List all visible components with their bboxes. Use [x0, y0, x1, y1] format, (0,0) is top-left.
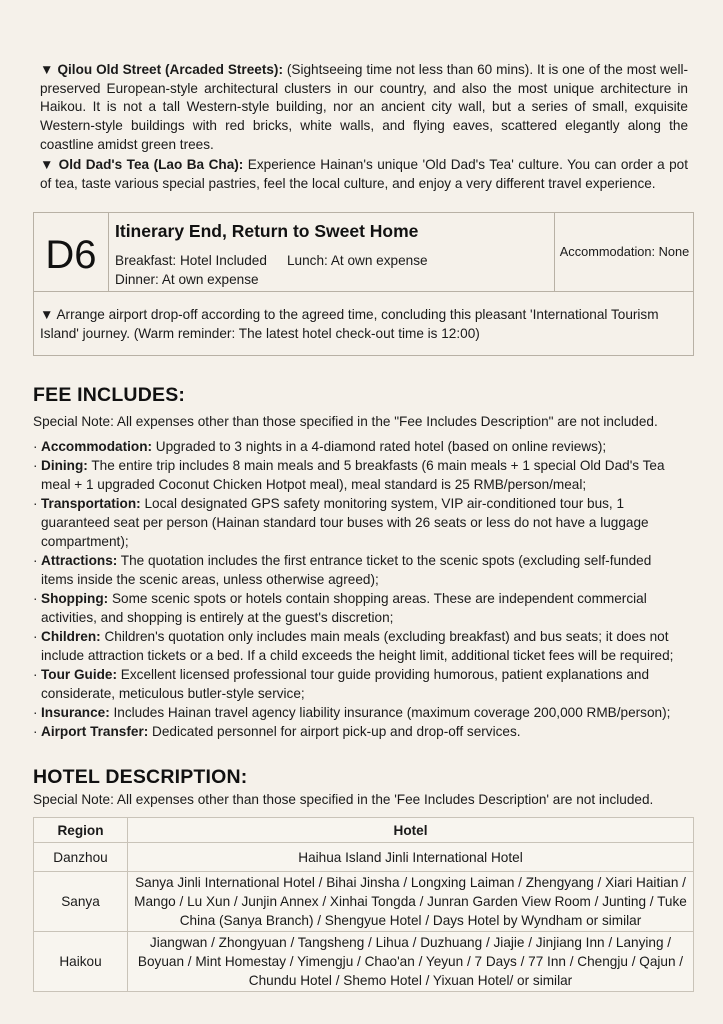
- fee-item-label: Attractions:: [41, 553, 118, 568]
- list-item: · Tour Guide: Excellent licensed professional tour guide providing humorous, patient explanations and considerate, meticulous butler-style service;: [33, 667, 650, 701]
- tea-paragraph: [40, 156, 688, 193]
- fee-item-text: Excellent licensed professional tour guide providing humorous, patient explanations and considerate, meticulous butler-style service;: [41, 667, 650, 701]
- list-item: · Transportation: Local designated GPS safety monitoring system, VIP air-conditioned tour bus, 1 guaranteed seat per person (Hainan standard tour buses with 26 seats or less do not have a luggage compartment);: [33, 496, 649, 549]
- list-item: · Dining: The entire trip includes 8 main meals and 5 breakfasts (6 main meals + 1 special Old Dad's Tea meal + 1 upgraded Coconut Chicken Hotpot meal), meal standard is 25 RMB/person/meal;: [33, 458, 665, 492]
- fee-item-label: Insurance:: [41, 705, 110, 720]
- fee-item-label: Shopping:: [41, 591, 109, 606]
- day-6-box: [33, 212, 694, 356]
- qilou-heading: ▼ Qilou Old Street (Arcaded Streets):: [40, 62, 283, 77]
- fee-item-text: Includes Hainan travel agency liability insurance (maximum coverage 200,000 RMB/person);: [109, 705, 671, 720]
- lunch-info: Lunch: At own expense: [287, 253, 428, 268]
- fee-item-text: Local designated GPS safety monitoring system, VIP air-conditioned tour bus, 1 guaranteed seat per person (Hainan standard tour buses with 26 seats or less do not have a luggage compartment);: [41, 496, 649, 549]
- region-cell: Haikou: [34, 932, 128, 992]
- fee-item-text: Dedicated personnel for airport pick-up and drop-off services.: [148, 724, 521, 739]
- fee-item-label: Dining:: [41, 458, 88, 473]
- region-cell: Danzhou: [34, 843, 128, 872]
- fee-item-label: Children:: [41, 629, 101, 644]
- tea-heading: ▼ Old Dad's Tea (Lao Ba Cha):: [40, 157, 244, 172]
- fee-item-label: Tour Guide:: [41, 667, 118, 682]
- fee-item-text: The entire trip includes 8 main meals and 5 breakfasts (6 main meals + 1 special Old Dad's Tea meal + 1 upgraded Coconut Chicken Hotpot meal), meal standard is 25 RMB/person/meal;: [41, 458, 665, 492]
- fee-item-label: Airport Transfer:: [41, 724, 149, 739]
- table-header-row: [34, 818, 694, 843]
- hotel-section-title: HOTEL DESCRIPTION:: [33, 766, 248, 788]
- day-title: Itinerary End, Return to Sweet Home: [115, 221, 419, 241]
- fee-list: [33, 437, 683, 741]
- table-row: [34, 932, 694, 992]
- accommodation-info: Accommodation: None: [554, 213, 694, 291]
- list-item: · Insurance: Includes Hainan travel agency liability insurance (maximum coverage 200,000 RMB/person);: [33, 705, 671, 720]
- meals-info: [115, 251, 428, 289]
- list-item: · Attractions: The quotation includes the first entrance ticket to the scenic spots (excluding self-funded items inside the scenic areas, unless otherwise agreed);: [33, 553, 652, 587]
- divider: [34, 291, 693, 292]
- fee-item-text: Upgraded to 3 nights in a 4-diamond rated hotel (based on online reviews);: [152, 439, 607, 454]
- fee-item-text: Children's quotation only includes main meals (excluding breakfast) and bus seats; it does not include attraction tickets or a bed. If a child exceeds the height limit, additional ticket fees will be required;: [41, 629, 674, 663]
- hotel-header: Hotel: [128, 818, 694, 843]
- hotel-cell: Jiangwan / Zhongyuan / Tangsheng / Lihua / Duzhuang / Jiajie / Jinjiang Inn / Lanying / Boyuan / Mint Homestay / Yimengju / Chao'an / Yeyun / 7 Days / 77 Inn / Chengju / Qajun / Chundu Hotel / Shemo Hotel / Yixuan Hotel/ or similar: [128, 932, 694, 992]
- list-item: · Shopping: Some scenic spots or hotels contain shopping areas. These are independent commercial activities, and shopping is entirely at the guest's discretion;: [33, 591, 647, 625]
- tea-text: Experience Hainan's unique 'Old Dad's Tea' culture. You can order a pot of tea, taste various special pastries, feel the local culture, and enjoy a very different travel experience.: [40, 157, 688, 191]
- fee-item-text: The quotation includes the first entrance ticket to the scenic spots (excluding self-funded items inside the scenic areas, unless otherwise agreed);: [41, 553, 652, 587]
- hotel-table: [33, 817, 694, 992]
- dinner-info: Dinner: At own expense: [115, 272, 259, 287]
- hotel-cell: Haihua Island Jinli International Hotel: [128, 843, 694, 872]
- breakfast-info: Breakfast: Hotel Included: [115, 253, 267, 268]
- hotel-special-note: Special Note: All expenses other than those specified in the 'Fee Includes Description' are not included.: [33, 792, 654, 807]
- fee-item-label: Accommodation:: [41, 439, 153, 454]
- qilou-text: (Sightseeing time not less than 60 mins). It is one of the most well-preserved European-style architectural clusters in our country, and also the most unique architecture in Haikou. It is not a tall Western-style building, nor an ancient city wall, but a series of small, exquisite Western-style buildings with red bricks, white walls, and flying eaves, scattered elegantly along the coastline amidst green trees.: [40, 62, 689, 152]
- fee-item-label: Transportation:: [41, 496, 141, 511]
- fee-section-title: FEE INCLUDES:: [33, 384, 186, 406]
- day-label: D6: [34, 213, 109, 291]
- day-note: ▼ Arrange airport drop-off according to the agreed time, concluding this pleasant 'International Tourism Island' journey. (Warm reminder: The latest hotel check-out time is 12:00): [40, 307, 659, 341]
- table-row: [34, 843, 694, 872]
- region-header: Region: [34, 818, 128, 843]
- region-cell: Sanya: [34, 872, 128, 932]
- fee-special-note: Special Note: All expenses other than those specified in the "Fee Includes Description" are not included.: [33, 414, 658, 429]
- qilou-paragraph: [40, 61, 688, 155]
- list-item: · Accommodation: Upgraded to 3 nights in a 4-diamond rated hotel (based on online reviews);: [33, 439, 607, 454]
- fee-item-text: Some scenic spots or hotels contain shopping areas. These are independent commercial activities, and shopping is entirely at the guest's discretion;: [41, 591, 647, 625]
- list-item: · Airport Transfer: Dedicated personnel for airport pick-up and drop-off services.: [33, 724, 521, 739]
- list-item: · Children: Children's quotation only includes main meals (excluding breakfast) and bus seats; it does not include attraction tickets or a bed. If a child exceeds the height limit, additional ticket fees will be required;: [33, 629, 674, 663]
- hotel-cell: Sanya Jinli International Hotel / Bihai Jinsha / Longxing Laiman / Zhengyang / Xiari Haitian / Mango / Lu Xun / Junjin Annex / Xinhai Tongda / Junran Garden View Room / Junting / Tuke China (Sanya Branch) / Shengyue Hotel / Days Hotel by Wyndham or similar: [128, 872, 694, 932]
- table-row: [34, 872, 694, 932]
